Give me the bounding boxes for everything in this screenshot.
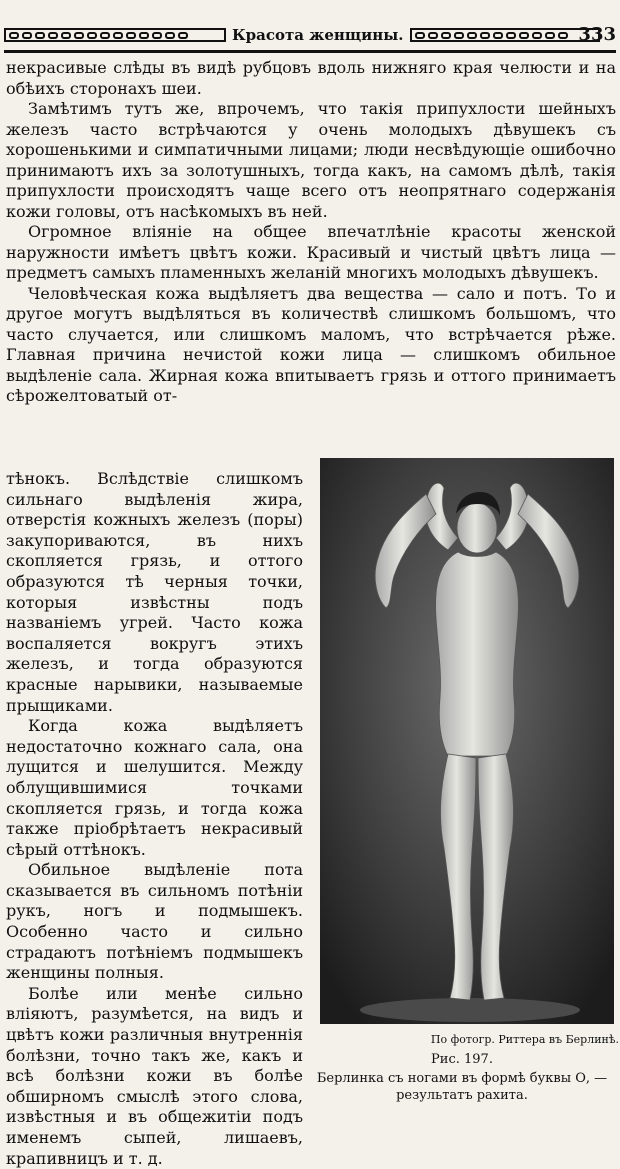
photo-credit: По фотогр. Риттера въ Берлинѣ. bbox=[430, 1033, 619, 1046]
paragraph: Когда кожа выдѣляетъ недостаточно кожнаго сала, она лущится и шелушится. Между облущившимися точками скопляется грязь, и тогда кожа также пріобрѣтаетъ некрасивый сѣрый оттѣнокъ. bbox=[6, 716, 303, 859]
figure-number: Рис. 197. bbox=[431, 1052, 493, 1067]
paragraph: Огромное вліяніе на общее впечатлѣніе красоты женской наружности имѣетъ цвѣтъ кожи. Красивый и чистый цвѣтъ лица — предметъ самыхъ пламенныхъ желаній многихъ молодыхъ дѣвушекъ. bbox=[6, 222, 616, 282]
paragraph: Замѣтимъ тутъ же, впрочемъ, что такія припухлости шейныхъ железъ часто встрѣчаются у очень молодыхъ дѣвушекъ съ хорошенькими и симпатичными лицами; люди несвѣдующіе ошибочно принимаютъ ихъ за золотушныхъ, тогда какъ, на самомъ дѣлѣ, такія припухлости происходятъ чаще всего отъ неопрятнаго содержанія кожи головы, отъ насѣкомыхъ въ ней. bbox=[6, 99, 616, 221]
header-rule bbox=[4, 50, 616, 53]
text-column-full bbox=[6, 58, 616, 407]
paragraph: некрасивые слѣды въ видѣ рубцовъ вдоль нижняго края челюсти и на обѣихъ сторонахъ шеи. bbox=[6, 58, 616, 98]
header-ornament-right bbox=[410, 28, 600, 42]
figure-photograph bbox=[320, 458, 614, 1024]
page-header bbox=[4, 24, 616, 46]
figure-caption: Берлинка съ ногами въ формѣ буквы О, — результатъ рахита. bbox=[316, 1071, 608, 1103]
paragraph: Болѣе или менѣе сильно вліяютъ, разумѣется, на видъ и цвѣтъ кожи различныя внутреннія болѣзни, точно такъ же, какъ и всѣ болѣзни кожи въ болѣе обширномъ смыслѣ этого слова, извѣстныя и въ общежитіи подъ именемъ сыпей, лишаевъ, крапивницъ и т. д. bbox=[6, 983, 303, 1168]
page-number: 333 bbox=[578, 24, 616, 45]
running-head-title: Красота женщины. bbox=[232, 26, 404, 44]
paragraph: Обильное выдѣленіе пота сказывается въ сильномъ потѣніи рукъ, ногъ и подмышекъ. Особенно часто и сильно страдаютъ потѣніемъ подмышекъ женщины полныя. bbox=[6, 860, 303, 983]
header-ornament-left bbox=[4, 28, 226, 42]
paragraph: Человѣческая кожа выдѣляетъ два вещества — сало и потъ. То и другое могутъ выдѣляться въ количествѣ слишкомъ большомъ, что часто случается, или слишкомъ маломъ, что встрѣчается рѣже. Главная причина нечистой кожи лица — слишкомъ обильное выдѣленіе сала. Жирная кожа впитываетъ грязь и оттого принимаетъ сѣрожелтоватый от- bbox=[6, 283, 616, 405]
paragraph: тѣнокъ. Вслѣдствіе слишкомъ сильнаго выдѣленія жира, отверстія кожныхъ железъ (поры) закупориваются, въ нихъ скопляется грязь, и оттого образуются тѣ черныя точки, которыя извѣстны подъ названіемъ угрей. Часто кожа воспаляется вокругъ этихъ железъ, и тогда образуются красные нарывики, называемые прыщиками. bbox=[6, 469, 303, 715]
text-column-wrapped bbox=[6, 469, 303, 1169]
figure-illustration bbox=[320, 458, 614, 1024]
